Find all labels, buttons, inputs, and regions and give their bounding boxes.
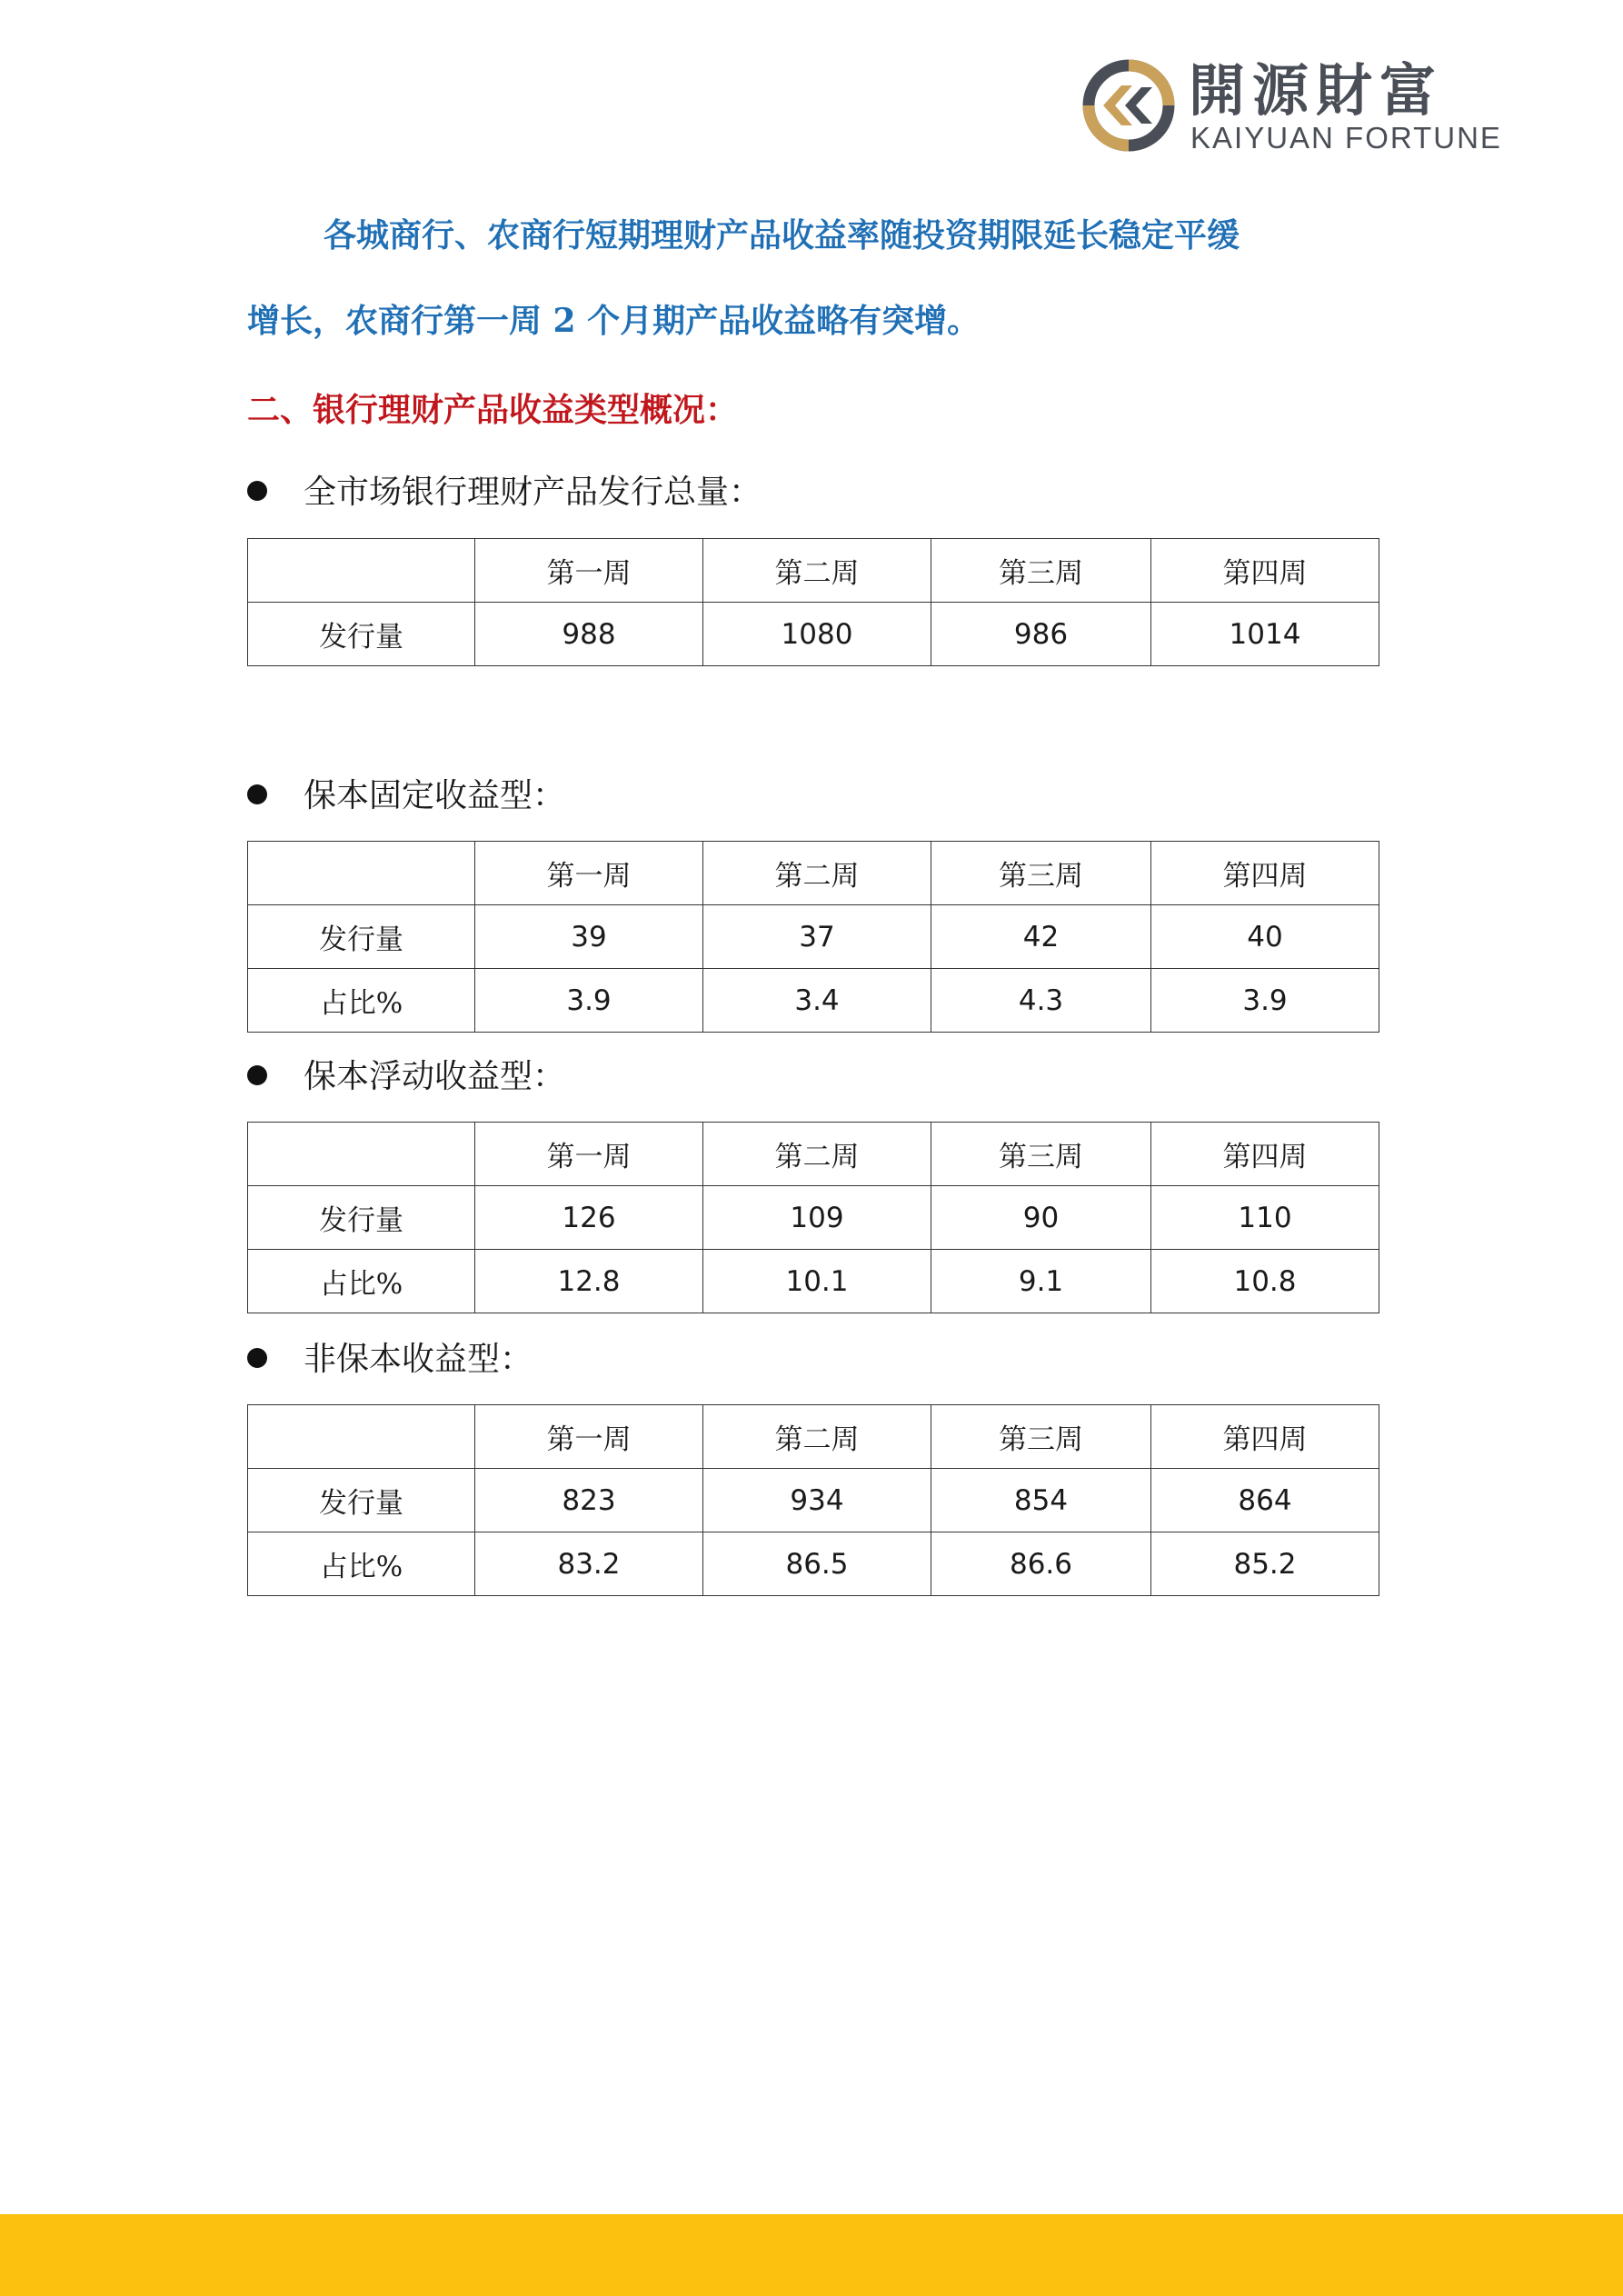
value-cell: 3.9: [1151, 969, 1379, 1033]
value-cell: 90: [931, 1186, 1151, 1250]
value-cell: 3.4: [703, 969, 931, 1033]
header-cell-week1: 第一周: [475, 539, 703, 603]
table-total-issuance: [247, 538, 1379, 666]
heading-text: 非保本收益型：: [304, 1341, 533, 1378]
heading-text: 保本浮动收益型：: [304, 1058, 566, 1095]
header-cell-week1: 第一周: [475, 1123, 703, 1186]
value-cell: 42: [931, 905, 1151, 969]
bullet-heading-floating: [247, 1050, 565, 1104]
value-cell: 109: [703, 1186, 931, 1250]
header-cell-week3: 第三周: [931, 1405, 1151, 1469]
bullet-icon: [247, 481, 267, 501]
table-row: [248, 1250, 1379, 1313]
header-cell-week3: 第三周: [931, 1123, 1151, 1186]
row-label: 占比%: [248, 1250, 475, 1313]
row-label: 发行量: [248, 905, 475, 969]
logo-chinese-name: 開源財富: [1189, 57, 1444, 124]
value-cell: 3.9: [475, 969, 703, 1033]
value-cell: 10.8: [1151, 1250, 1379, 1313]
value-cell: 986: [931, 603, 1151, 666]
table-row: [248, 603, 1379, 666]
table-row: [248, 969, 1379, 1033]
company-logo: [1081, 58, 1508, 158]
value-cell: 988: [475, 603, 703, 666]
section-title: 二、银行理财产品收益类型概况：: [247, 391, 739, 429]
table-row: [248, 1186, 1379, 1250]
value-cell: 39: [475, 905, 703, 969]
row-label: 发行量: [248, 603, 475, 666]
footer-bar: [0, 2214, 1623, 2296]
bullet-heading-non-guaranteed: [247, 1333, 533, 1387]
value-cell: 83.2: [475, 1532, 703, 1596]
value-cell: 934: [703, 1469, 931, 1532]
kaiyuan-logo-icon: [1081, 58, 1176, 153]
header-cell-week3: 第三周: [931, 842, 1151, 905]
value-cell: 86.5: [703, 1532, 931, 1596]
intro-line-1: 各城商行、农商行短期理财产品收益率随投资期限延长稳定平缓: [324, 216, 1240, 255]
table-header-row: [248, 1405, 1379, 1469]
header-cell-week4: 第四周: [1151, 1123, 1379, 1186]
header-cell-week2: 第二周: [703, 1123, 931, 1186]
value-cell: 4.3: [931, 969, 1151, 1033]
bullet-heading-total: [247, 465, 762, 520]
row-label: 占比%: [248, 1532, 475, 1596]
value-cell: 126: [475, 1186, 703, 1250]
header-cell-week3: 第三周: [931, 539, 1151, 603]
heading-text: 全市场银行理财产品发行总量：: [304, 474, 762, 511]
header-cell-week2: 第二周: [703, 1405, 931, 1469]
value-cell: 9.1: [931, 1250, 1151, 1313]
header-cell-empty: [248, 1405, 475, 1469]
header-cell-week4: 第四周: [1151, 842, 1379, 905]
bullet-icon: [247, 784, 267, 804]
bullet-icon: [247, 1348, 267, 1368]
value-cell: 854: [931, 1469, 1151, 1532]
header-cell-empty: [248, 842, 475, 905]
value-cell: 1080: [703, 603, 931, 666]
value-cell: 40: [1151, 905, 1379, 969]
bullet-heading-fixed: [247, 769, 565, 824]
table-row: [248, 1532, 1379, 1596]
table-header-row: [248, 539, 1379, 603]
header-cell-empty: [248, 539, 475, 603]
header-cell-week4: 第四周: [1151, 1405, 1379, 1469]
value-cell: 823: [475, 1469, 703, 1532]
row-label: 发行量: [248, 1469, 475, 1532]
value-cell: 110: [1151, 1186, 1379, 1250]
value-cell: 1014: [1151, 603, 1379, 666]
table-header-row: [248, 842, 1379, 905]
header-cell-week4: 第四周: [1151, 539, 1379, 603]
table-guaranteed-fixed: [247, 841, 1379, 1033]
value-cell: 85.2: [1151, 1532, 1379, 1596]
value-cell: 10.1: [703, 1250, 931, 1313]
table-header-row: [248, 1123, 1379, 1186]
header-cell-empty: [248, 1123, 475, 1186]
table-row: [248, 1469, 1379, 1532]
bullet-icon: [247, 1065, 267, 1085]
logo-english-name: KAIYUAN FORTUNE: [1190, 121, 1502, 155]
value-cell: 86.6: [931, 1532, 1151, 1596]
row-label: 发行量: [248, 1186, 475, 1250]
header-cell-week1: 第一周: [475, 1405, 703, 1469]
value-cell: 12.8: [475, 1250, 703, 1313]
table-non-guaranteed: [247, 1404, 1379, 1596]
row-label: 占比%: [248, 969, 475, 1033]
intro-line-2: 增长，农商行第一周 2 个月期产品收益略有突增。: [247, 302, 981, 340]
value-cell: 864: [1151, 1469, 1379, 1532]
header-cell-week2: 第二周: [703, 539, 931, 603]
table-row: [248, 905, 1379, 969]
table-guaranteed-floating: [247, 1122, 1379, 1313]
heading-text: 保本固定收益型：: [304, 777, 566, 814]
header-cell-week2: 第二周: [703, 842, 931, 905]
header-cell-week1: 第一周: [475, 842, 703, 905]
value-cell: 37: [703, 905, 931, 969]
